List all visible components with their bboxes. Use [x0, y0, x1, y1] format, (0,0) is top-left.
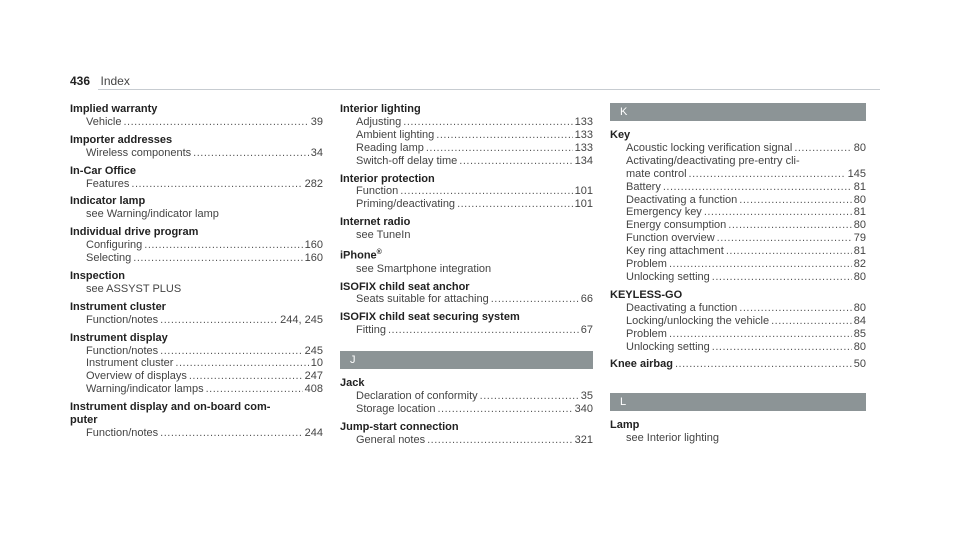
index-entry: [610, 289, 866, 354]
subentry-text: Deactivating a function: [626, 193, 738, 206]
section-title: Index: [100, 74, 130, 88]
subentry-text: see TuneIn: [356, 229, 411, 242]
index-entry: [340, 311, 593, 337]
index-cross-reference[interactable]: [340, 263, 593, 276]
subentry-text: Overview of displays: [86, 370, 187, 383]
index-subentry[interactable]: [70, 357, 323, 370]
index-subentry[interactable]: [340, 434, 593, 447]
page-ref[interactable]: 10: [310, 357, 323, 370]
page-ref[interactable]: 80: [853, 270, 866, 283]
index-subentry[interactable]: [340, 185, 593, 198]
subentry-text: Selecting: [86, 252, 132, 265]
page-ref[interactable]: 85: [853, 327, 866, 340]
index-column-2: [340, 103, 593, 452]
subentry-text: General notes: [356, 433, 426, 446]
page-ref[interactable]: 80: [853, 301, 866, 314]
leader-dots: [438, 403, 573, 416]
index-subentry[interactable]: [610, 206, 866, 219]
index-subentry[interactable]: [610, 194, 866, 207]
index-subentry[interactable]: [340, 142, 593, 155]
index-entry-knee-airbag[interactable]: [610, 358, 866, 371]
index-term-continued: puter: [70, 414, 98, 427]
subentry-text: Function/notes: [86, 426, 159, 439]
leader-dots: [491, 293, 579, 306]
letter-heading-j: J: [340, 351, 593, 369]
subentry-text: Emergency key: [626, 206, 702, 219]
index-term: Instrument display: [70, 331, 168, 344]
subentry-text: Declaration of conformity: [356, 390, 478, 403]
subentry-text: see Interior lighting: [626, 432, 719, 445]
leader-dots: [726, 245, 852, 258]
page-ref[interactable]: 133: [574, 141, 593, 154]
page-ref[interactable]: 81: [853, 206, 866, 219]
leader-dots: [160, 345, 302, 358]
page-ref[interactable]: 101: [574, 185, 593, 198]
index-entry: [70, 301, 323, 327]
page-ref[interactable]: 134: [574, 154, 593, 167]
leader-dots: [669, 328, 852, 341]
index-subentry[interactable]: [70, 178, 323, 191]
index-subentry[interactable]: [70, 252, 323, 265]
subentry-text: Features: [86, 177, 130, 190]
leader-dots: [400, 185, 572, 198]
leader-dots: [426, 142, 573, 155]
page-ref[interactable]: 81: [853, 245, 866, 258]
index-subentry[interactable]: [340, 198, 593, 211]
index-entry: [610, 129, 866, 284]
index-subentry[interactable]: [610, 328, 866, 341]
subentry-text: Function/notes: [86, 344, 159, 357]
index-cross-reference[interactable]: [340, 229, 593, 242]
index-term: KEYLESS-GO: [610, 288, 683, 301]
index-term: Key: [610, 129, 631, 141]
subentry-text: see ASSYST PLUS: [86, 282, 182, 295]
leader-dots: [427, 434, 573, 447]
index-subentry[interactable]: [340, 116, 593, 129]
index-term: Importer addresses: [70, 133, 173, 146]
page-ref[interactable]: 35: [580, 390, 593, 403]
index-subentry[interactable]: [610, 142, 866, 155]
subentry-text: Storage location: [356, 402, 436, 415]
leader-dots: [728, 219, 851, 232]
leader-dots: [457, 198, 573, 211]
page-ref[interactable]: 39: [310, 115, 323, 128]
index-subentry[interactable]: [340, 293, 593, 306]
leader-dots: [704, 206, 852, 219]
index-term: Interior protection: [340, 172, 435, 185]
subentry-text: Deactivating a function: [626, 301, 738, 314]
index-column-3: [610, 103, 866, 450]
index-entry: [70, 165, 323, 191]
index-entry: [70, 270, 323, 296]
index-term: In-Car Office: [70, 164, 137, 177]
subentry-text: Function/notes: [86, 313, 159, 326]
index-subentry[interactable]: [340, 129, 593, 142]
subentry-text: Ambient lighting: [356, 128, 435, 141]
subentry-text: Fitting: [356, 324, 386, 337]
page-ref[interactable]: 84: [853, 314, 866, 327]
page-ref[interactable]: 244: [304, 426, 323, 439]
index-subentry[interactable]: [610, 258, 866, 271]
page-ref[interactable]: 80: [853, 340, 866, 353]
header-divider: [98, 89, 880, 90]
index-subentry[interactable]: [70, 239, 323, 252]
leader-dots: [794, 142, 851, 155]
index-subentry[interactable]: [610, 315, 866, 328]
leader-dots: [403, 116, 572, 129]
leader-dots: [459, 155, 572, 168]
index-cross-reference[interactable]: [70, 208, 323, 221]
page-ref[interactable]: 82: [853, 258, 866, 271]
subentry-text: Acoustic locking verification signal: [626, 141, 793, 154]
index-entry: [340, 247, 593, 275]
index-entry: [610, 419, 866, 445]
index-entry: [340, 281, 593, 307]
subentry-text: Seats suitable for attaching: [356, 293, 489, 306]
page-ref[interactable]: 245: [304, 344, 323, 357]
leader-dots: [175, 357, 308, 370]
subentry-text: Wireless components: [86, 146, 192, 159]
subentry-text: mate control: [626, 167, 687, 180]
index-subentry[interactable]: [340, 155, 593, 168]
leader-dots: [669, 258, 852, 271]
page-ref[interactable]: 133: [574, 115, 593, 128]
index-subentry[interactable]: [70, 314, 323, 327]
letter-heading-k: K: [610, 103, 866, 121]
index-term: Knee airbag: [610, 358, 673, 371]
leader-dots: [160, 314, 278, 327]
index-entry: [340, 173, 593, 212]
index-column-1: [70, 103, 323, 445]
index-subentry[interactable]: [610, 219, 866, 232]
subentry-text: Locking/unlocking the vehicle: [626, 314, 770, 327]
subentry-text: Problem: [626, 258, 667, 271]
page-ref[interactable]: 244, 245: [280, 313, 323, 326]
leader-dots: [193, 147, 309, 160]
index-entry: [340, 216, 593, 242]
index-subentry[interactable]: [610, 232, 866, 245]
leader-dots: [771, 315, 852, 328]
index-term: iPhone®: [340, 249, 382, 262]
page-ref[interactable]: 81: [853, 180, 866, 193]
page-ref[interactable]: 80: [853, 141, 866, 154]
letter-heading-l: L: [610, 393, 866, 411]
index-term: Jump-start connection: [340, 420, 459, 433]
index-entry: [70, 103, 323, 129]
index-term: Internet radio: [340, 216, 411, 229]
leader-dots: [133, 252, 302, 265]
index-subentry[interactable]: [70, 383, 323, 396]
page-ref[interactable]: 67: [580, 324, 593, 337]
index-subentry[interactable]: [610, 302, 866, 315]
subentry-text: Activating/deactivating pre-entry cli-: [626, 154, 800, 167]
page-ref[interactable]: 80: [853, 193, 866, 206]
subentry-text: Key ring attachment: [626, 245, 724, 258]
index-subentry[interactable]: [340, 403, 593, 416]
index-term: Instrument display and on-board com-: [70, 401, 271, 414]
index-term: Interior lighting: [340, 103, 421, 115]
page-ref[interactable]: 408: [304, 383, 323, 396]
page-ref[interactable]: 66: [580, 293, 593, 306]
leader-dots: [388, 324, 579, 337]
index-term: ISOFIX child seat securing system: [340, 311, 520, 324]
index-entry: [70, 195, 323, 221]
leader-dots: [739, 302, 851, 315]
page-ref[interactable]: 145: [847, 167, 866, 180]
leader-dots: [123, 116, 308, 129]
index-term: Lamp: [610, 419, 640, 432]
subentry-text: Warning/indicator lamps: [86, 383, 204, 396]
leader-dots: [480, 390, 579, 403]
leader-dots: [189, 370, 303, 383]
index-entry: [70, 134, 323, 160]
index-subentry[interactable]: [70, 345, 323, 358]
page-ref[interactable]: 282: [304, 177, 323, 190]
page-header: [70, 72, 880, 90]
index-term: ISOFIX child seat anchor: [340, 280, 470, 293]
subentry-text: Configuring: [86, 239, 143, 252]
leader-dots: [436, 129, 572, 142]
index-subentry[interactable]: [610, 271, 866, 284]
index-subentry[interactable]: [610, 168, 866, 181]
subentry-text: Function: [356, 185, 399, 198]
subentry-text: Switch-off delay time: [356, 154, 458, 167]
index-term: Indicator lamp: [70, 195, 146, 208]
page-ref[interactable]: 247: [304, 370, 323, 383]
index-subentry[interactable]: [610, 341, 866, 354]
index-cross-reference[interactable]: [70, 283, 323, 296]
subentry-text: Reading lamp: [356, 141, 424, 154]
subentry-text: Energy consumption: [626, 219, 727, 232]
index-term: Instrument cluster: [70, 300, 166, 313]
subentry-text: Function overview: [626, 232, 715, 245]
page-ref[interactable]: 50: [853, 358, 866, 371]
index-subentry[interactable]: [340, 324, 593, 337]
leader-dots: [717, 232, 852, 245]
page-ref[interactable]: 80: [853, 219, 866, 232]
leader-dots: [131, 178, 302, 191]
leader-dots: [206, 383, 303, 396]
index-term: Jack: [340, 377, 365, 390]
subentry-text: Priming/deactivating: [356, 198, 456, 211]
page-ref[interactable]: 79: [853, 232, 866, 245]
page-ref[interactable]: 160: [304, 252, 323, 265]
index-term: Implied warranty: [70, 103, 158, 115]
index-subentry[interactable]: [70, 147, 323, 160]
leader-dots: [144, 239, 302, 252]
index-entry: [70, 226, 323, 265]
page-ref[interactable]: 34: [310, 146, 323, 159]
subentry-text: Problem: [626, 327, 667, 340]
subentry-text: Unlocking setting: [626, 340, 710, 353]
subentry-text: Adjusting: [356, 115, 402, 128]
index-subentry[interactable]: [70, 427, 323, 440]
index-subentry[interactable]: [70, 116, 323, 129]
page-ref[interactable]: 101: [574, 198, 593, 211]
subentry-text: see Smartphone integration: [356, 262, 492, 275]
leader-dots: [663, 181, 852, 194]
leader-dots: [712, 271, 852, 284]
index-subentry[interactable]: [340, 390, 593, 403]
page-ref[interactable]: 160: [304, 239, 323, 252]
page-ref[interactable]: 321: [574, 433, 593, 446]
index-subentry[interactable]: [610, 245, 866, 258]
leader-dots: [689, 168, 846, 181]
leader-dots: [160, 427, 302, 440]
subentry-text: Battery: [626, 180, 661, 193]
registered-mark: ®: [376, 249, 382, 257]
subentry-text: Instrument cluster: [86, 357, 174, 370]
index-term: Inspection: [70, 269, 126, 282]
page-number: 436: [70, 74, 91, 88]
leader-dots: [675, 358, 852, 371]
index-subentry[interactable]: [610, 181, 866, 194]
index-cross-reference[interactable]: [610, 155, 866, 168]
index-entry: [70, 401, 323, 440]
page-ref[interactable]: 340: [574, 402, 593, 415]
index-entry: [70, 332, 323, 397]
index-cross-reference[interactable]: [610, 432, 866, 445]
subentry-text: Vehicle: [86, 115, 122, 128]
index-entry: [340, 377, 593, 416]
page-ref[interactable]: 133: [574, 128, 593, 141]
index-entry: [340, 103, 593, 168]
index-subentry[interactable]: [70, 370, 323, 383]
subentry-text: see Warning/indicator lamp: [86, 208, 219, 221]
index-entry: [340, 421, 593, 447]
subentry-text: Unlocking setting: [626, 270, 710, 283]
leader-dots: [712, 341, 852, 354]
leader-dots: [739, 194, 851, 207]
index-term: Individual drive program: [70, 226, 199, 239]
